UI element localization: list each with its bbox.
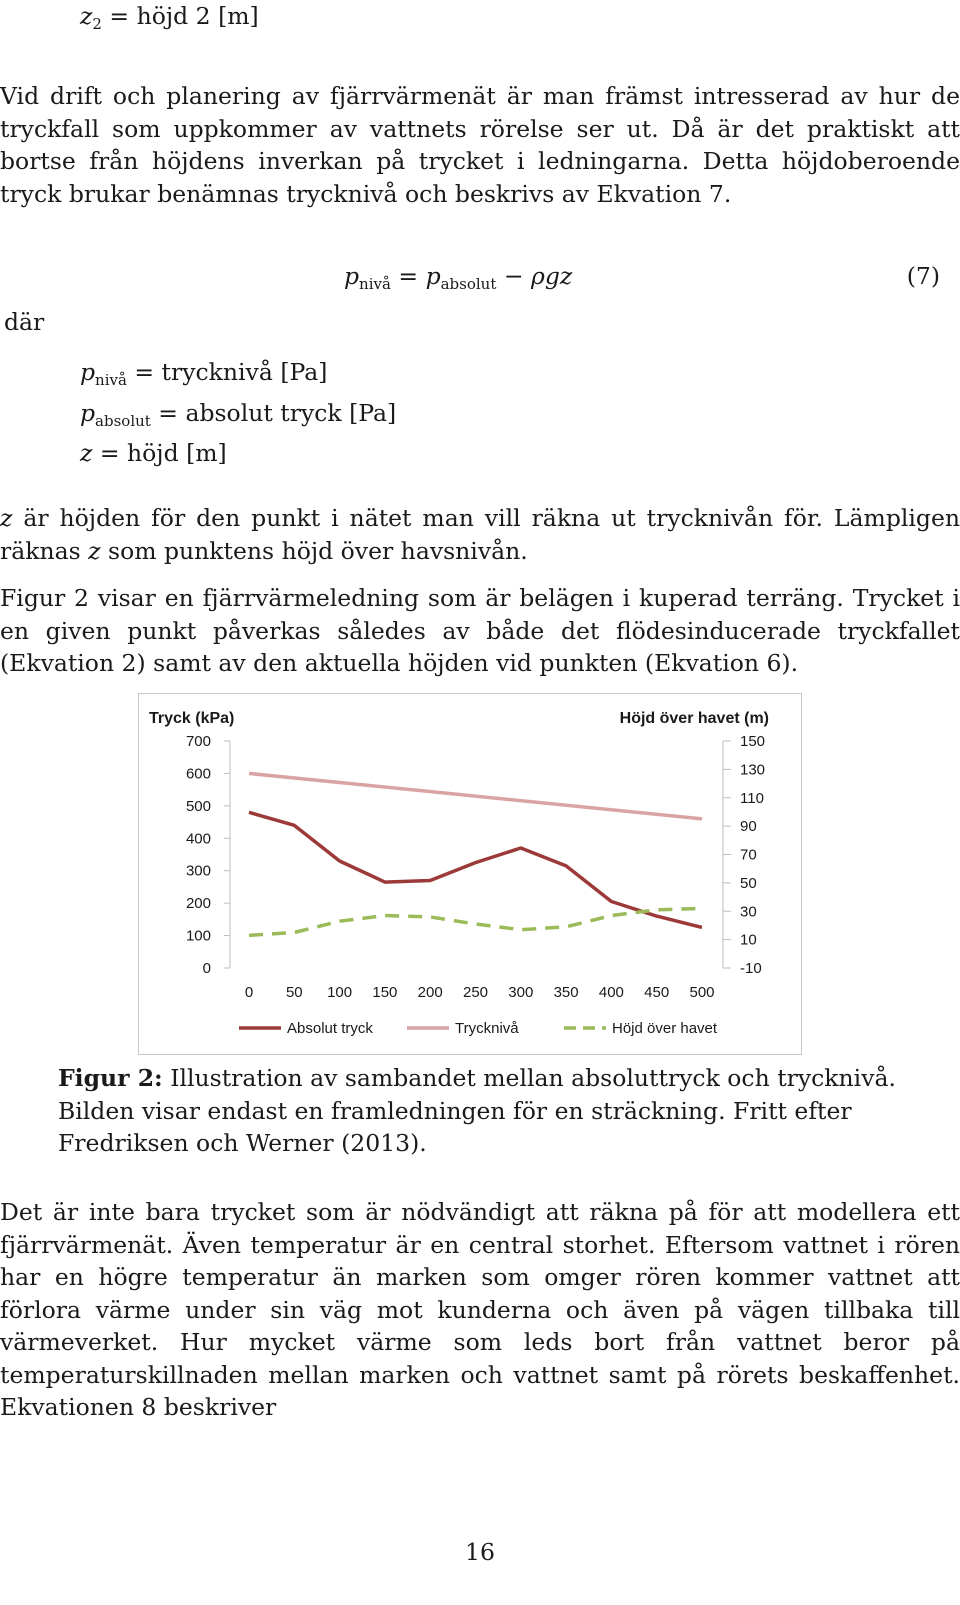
line-chart <box>139 694 803 1056</box>
legend-label: Absolut tryck <box>287 1020 373 1037</box>
figure-caption <box>58 1062 898 1160</box>
def-var: z <box>80 2 93 30</box>
series-line <box>249 773 702 818</box>
paragraph-z-text1: är höjden för den punkt i nätet man vill räkna ut trycknivån för. Lämpligen räknas <box>0 504 960 565</box>
page-number: 16 <box>465 1538 495 1566</box>
paragraph-z <box>0 502 960 567</box>
eq-p-absolut: p <box>425 262 441 290</box>
y-right-tick-label: 90 <box>740 818 757 836</box>
z-var: z <box>88 536 101 565</box>
def-rest: = höjd 2 [m] <box>101 2 259 30</box>
top-definition <box>80 0 940 41</box>
x-tick-label: 450 <box>644 984 670 1001</box>
right-axis-title: Höjd över havet (m) <box>619 710 769 727</box>
x-tick-label: 200 <box>417 984 443 1001</box>
y-right-tick-label: 10 <box>740 931 757 949</box>
x-tick-label: 350 <box>553 984 579 1001</box>
legend-label: Trycknivå <box>455 1020 519 1037</box>
y-left-tick-label: 500 <box>185 797 211 815</box>
eq-rho-g-z: ρgz <box>531 262 573 290</box>
definition-item <box>80 437 940 470</box>
y-left-tick-label: 300 <box>185 862 211 880</box>
y-right-tick-label: 50 <box>740 874 757 892</box>
y-right-tick-label: 130 <box>740 761 766 779</box>
y-right-tick-label: 30 <box>740 903 757 921</box>
eq-p-niva: p <box>344 262 360 290</box>
x-tick-label: 250 <box>462 984 489 1001</box>
x-tick-label: 300 <box>508 984 534 1001</box>
y-left-tick-label: 700 <box>185 733 211 750</box>
x-tick-label: 150 <box>372 984 398 1001</box>
x-tick-label: 100 <box>327 984 353 1001</box>
y-left-tick-label: 400 <box>185 830 211 848</box>
definition-list <box>80 356 940 470</box>
caption-label: Figur 2: <box>58 1064 163 1092</box>
y-left-tick-label: 200 <box>185 895 211 913</box>
caption-text: Illustration av sambandet mellan absoluttryck och trycknivå. Bilden visar endast en framledningen för en sträckning. Fritt efter Fredriksen och Werner (2013). <box>58 1064 896 1157</box>
paragraph-intro: Vid drift och planering av fjärrvärmenät är man främst intresserad av hur de tryckfall som uppkommer av vattnets rörelse ser ut. Då är det praktiskt att bortse från höjdens inverkan på trycket i ledningarna. Detta höjdoberoende tryck brukar benämnas trycknivå och beskrivs av Ekvation 7. <box>0 82 960 208</box>
eq-equals: = <box>390 262 426 290</box>
definition-text: = trycknivå [Pa] <box>126 358 328 386</box>
eq-sub-absolut: absolut <box>440 275 497 293</box>
legend-label: Höjd över havet <box>612 1020 718 1037</box>
dar-label: där <box>4 308 45 336</box>
eq-sub-niva: nivå <box>359 275 391 293</box>
y-left-tick-label: 600 <box>185 765 211 783</box>
x-tick-label: 0 <box>244 984 254 1001</box>
y-right-tick-label: 150 <box>740 733 766 750</box>
z-var: z <box>0 504 13 532</box>
definition-text: = absolut tryck [Pa] <box>150 398 397 427</box>
x-tick-label: 400 <box>598 984 624 1001</box>
definition-item <box>80 397 940 438</box>
y-left-tick-label: 0 <box>202 960 211 977</box>
paragraph-z-text2: som punktens höjd över havsnivån. <box>100 536 528 565</box>
eq-minus: − <box>496 262 532 290</box>
paragraph-temperature: Det är inte bara trycket som är nödvändigt att räkna på för att modellera ett fjärrvärmenät. Även temperatur är en central storhet. Eftersom vattnet i rören har en högre temperatur än marken som omger rören kommer vattnet att förlora värme under sin väg mot kunderna och även på vägen tillbaka till värmeverket. Hur mycket värme som leds bort från vattnet beror på temperaturskillnaden mellan marken och vattnet samt på rörets beskaffenhet. Ekvationen 8 beskriver <box>0 1198 960 1421</box>
definition-text: = höjd [m] <box>92 439 227 467</box>
equation-7 <box>344 260 744 301</box>
y-right-tick-label: -10 <box>740 960 762 977</box>
y-left-tick-label: 100 <box>185 927 211 945</box>
series-line <box>249 908 702 935</box>
left-axis-title: Tryck (kPa) <box>149 710 235 727</box>
definition-item <box>80 356 940 397</box>
x-tick-label: 50 <box>285 984 303 1001</box>
definition-sub: absolut <box>95 411 151 430</box>
series-line <box>249 812 702 927</box>
definition-var: p <box>80 398 96 427</box>
equation-number: (7) <box>906 262 940 290</box>
definition-sub: nivå <box>95 371 127 389</box>
paragraph-figure-intro: Figur 2 visar en fjärrvärmeledning som är belägen i kuperad terräng. Trycket i en given punkt påverkas således av både det flödesinducerade tryckfallet (Ekvation 2) samt av den aktuella höjden vid punkten (Ekvation 6). <box>0 584 960 677</box>
chart-frame <box>138 693 802 1055</box>
y-right-tick-label: 110 <box>740 789 764 807</box>
x-tick-label: 500 <box>689 984 715 1001</box>
def-sub: 2 <box>92 15 102 33</box>
y-right-tick-label: 70 <box>740 846 757 864</box>
definition-var: p <box>80 358 96 386</box>
definition-var: z <box>80 439 93 467</box>
